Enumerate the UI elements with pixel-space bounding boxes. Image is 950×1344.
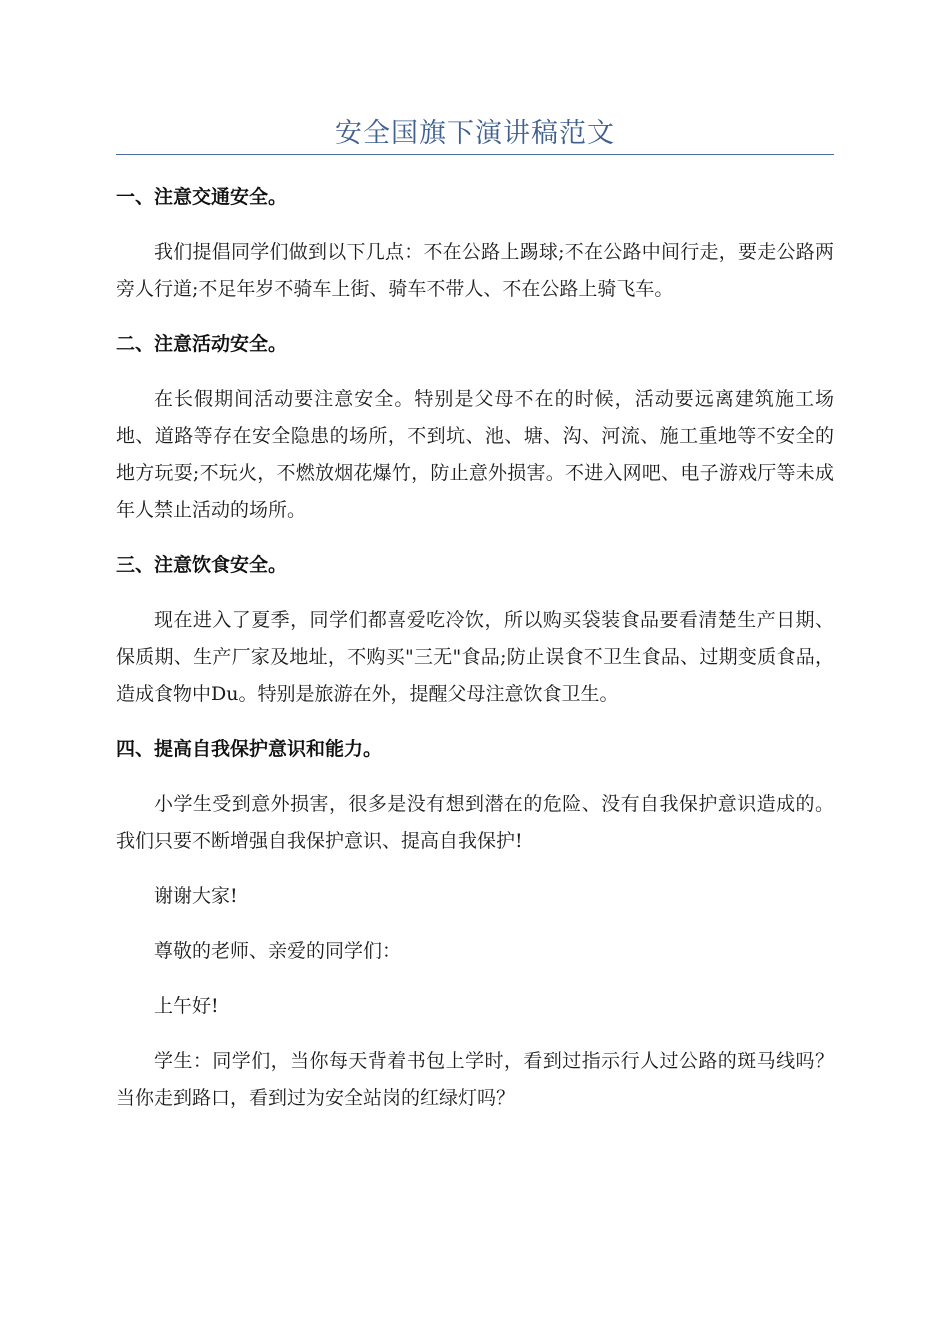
- document-body: [116, 179, 834, 1117]
- paragraph-thanks: 谢谢大家!: [154, 885, 238, 907]
- section-heading-activity: 二、注意活动安全。: [116, 333, 288, 355]
- document-title: 安全国旗下演讲稿范文: [335, 118, 615, 149]
- paragraph-student-question: 学生：同学们，当你每天背着书包上学时，看到过指示行人过公路的斑马线吗？当你走到路口，看到过为安全站岗的红绿灯吗？: [116, 1050, 834, 1109]
- title-underline: [116, 154, 834, 155]
- section-heading-traffic: 一、注意交通安全。: [116, 186, 288, 208]
- paragraph-self-protection: 小学生受到意外损害，很多是没有想到潜在的危险、没有自我保护意识造成的。我们只要不断增强自我保护意识、提高自我保护!: [116, 793, 834, 852]
- document-page: [116, 0, 834, 1135]
- section-heading-food: 三、注意饮食安全。: [116, 554, 288, 576]
- paragraph-traffic: 我们提倡同学们做到以下几点：不在公路上踢球;不在公路中间行走，要走公路两旁人行道;不足年岁不骑车上街、骑车不带人、不在公路上骑飞车。: [116, 241, 834, 300]
- paragraph-good-morning: 上午好!: [154, 995, 219, 1017]
- section-heading-self-protection: 四、提高自我保护意识和能力。: [116, 738, 383, 760]
- paragraph-greeting-audience: 尊敬的老师、亲爱的同学们：: [154, 940, 402, 962]
- paragraph-activity: 在长假期间活动要注意安全。特别是父母不在的时候，活动要远离建筑施工场地、道路等存在安全隐患的场所，不到坑、池、塘、沟、河流、施工重地等不安全的地方玩耍;不玩火，不燃放烟花爆竹，防止意外损害。不进入网吧、电子游戏厅等未成年人禁止活动的场所。: [116, 388, 834, 521]
- paragraph-food: 现在进入了夏季，同学们都喜爱吃冷饮，所以购买袋装食品要看清楚生产日期、保质期、生产厂家及地址，不购买"三无"食品;防止误食不卫生食品、过期变质食品，造成食物中Du。特别是旅游在外，提醒父母注意饮食卫生。: [116, 609, 834, 705]
